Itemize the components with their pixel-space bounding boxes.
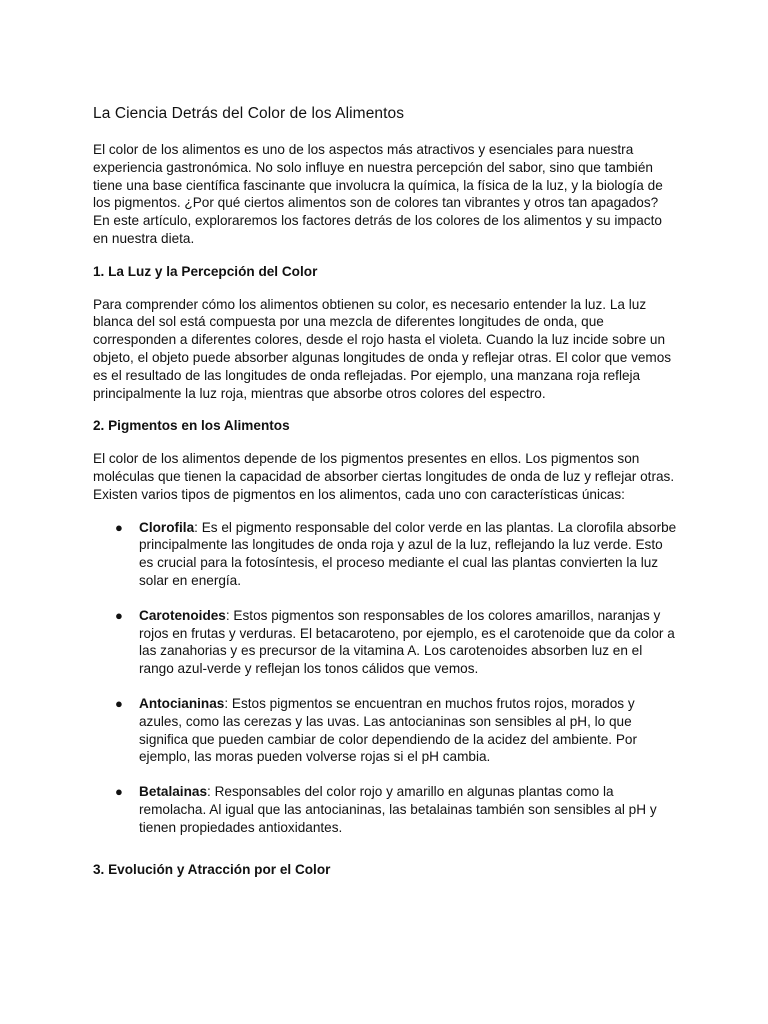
section-2-heading: 2. Pigmentos en los Alimentos [93, 418, 290, 434]
bullet-icon: ● [115, 607, 123, 623]
pigment-name: Carotenoides [139, 607, 226, 623]
list-item [93, 519, 678, 590]
section-2-body: El color de los alimentos depende de los pigmentos presentes en ellos. Los pigmentos son moléculas que tienen la capacidad de absorber ciertas longitudes de onda de luz y reflejar otras. Existen varios tipos de pigmentos en los alimentos, cada uno con características únicas: [93, 451, 675, 502]
section-1-heading: 1. La Luz y la Percepción del Color [93, 263, 318, 279]
pigment-description: : Estos pigmentos se encuentran en muchos frutos rojos, morados y azules, como las cerezas y las uvas. Las antocianinas son sensibles al pH, lo que significa que pueden cambiar de color dependiendo de la acidez del ambiente. Por ejemplo, las moras pueden volverse rojas si el pH cambia. [139, 695, 638, 765]
pigment-name: Antocianinas [139, 695, 225, 711]
pigment-list [93, 519, 678, 837]
bullet-icon: ● [115, 784, 123, 800]
document-title: La Ciencia Detrás del Color de los Alimentos [93, 105, 405, 122]
bullet-icon: ● [115, 519, 123, 535]
list-item [93, 783, 678, 836]
pigment-name: Clorofila [139, 519, 195, 535]
section-1-body: Para comprender cómo los alimentos obtienen su color, es necesario entender la luz. La luz blanca del sol está compuesta por una mezcla de diferentes longitudes de onda, que corresponden a diferentes colores, desde el rojo hasta el violeta. Cuando la luz incide sobre un objeto, el objeto puede absorber algunas longitudes de onda y reflejar otras. El color que vemos es el resultado de las longitudes de onda reflejadas. Por ejemplo, una manzana roja refleja principalmente la luz roja, mientras que absorbe otros colores del espectro. [93, 296, 672, 401]
bullet-icon: ● [115, 695, 123, 711]
list-item [93, 695, 678, 766]
intro-paragraph: El color de los alimentos es uno de los aspectos más atractivos y esenciales para nuestra experiencia gastronómica. No solo influye en nuestra percepción del sabor, sino que también tiene una base científica fascinante que involucra la química, la física de la luz, y la biología de los pigmentos. ¿Por qué ciertos alimentos son de colores tan vibrantes y otros tan apagados? En este artículo, exploraremos los factores detrás de los colores de los alimentos y su impacto en nuestra dieta. [93, 142, 663, 246]
pigment-description: : Estos pigmentos son responsables de los colores amarillos, naranjas y rojos en frutas y verduras. El betacaroteno, por ejemplo, es el carotenoide que da color a las zanahorias y es precursor de la vitamina A. Los carotenoides absorben luz en el rango azul-verde y reflejan los tonos cálidos que vemos. [139, 607, 675, 677]
pigment-description: : Responsables del color rojo y amarillo en algunas plantas como la remolacha. Al igual que las antocianinas, las betalainas también son sensibles al pH y tienen propiedades antioxidantes. [139, 784, 657, 835]
document-page [93, 104, 678, 893]
list-item [93, 607, 678, 678]
section-3-heading: 3. Evolución y Atracción por el Color [93, 861, 331, 877]
pigment-description: : Es el pigmento responsable del color verde en las plantas. La clorofila absorbe principalmente las longitudes de onda roja y azul de la luz, reflejando la luz verde. Esto es crucial para la fotosíntesis, el proceso mediante el cual las plantas convierten la luz solar en energía. [139, 519, 677, 588]
pigment-name: Betalainas [139, 784, 208, 800]
